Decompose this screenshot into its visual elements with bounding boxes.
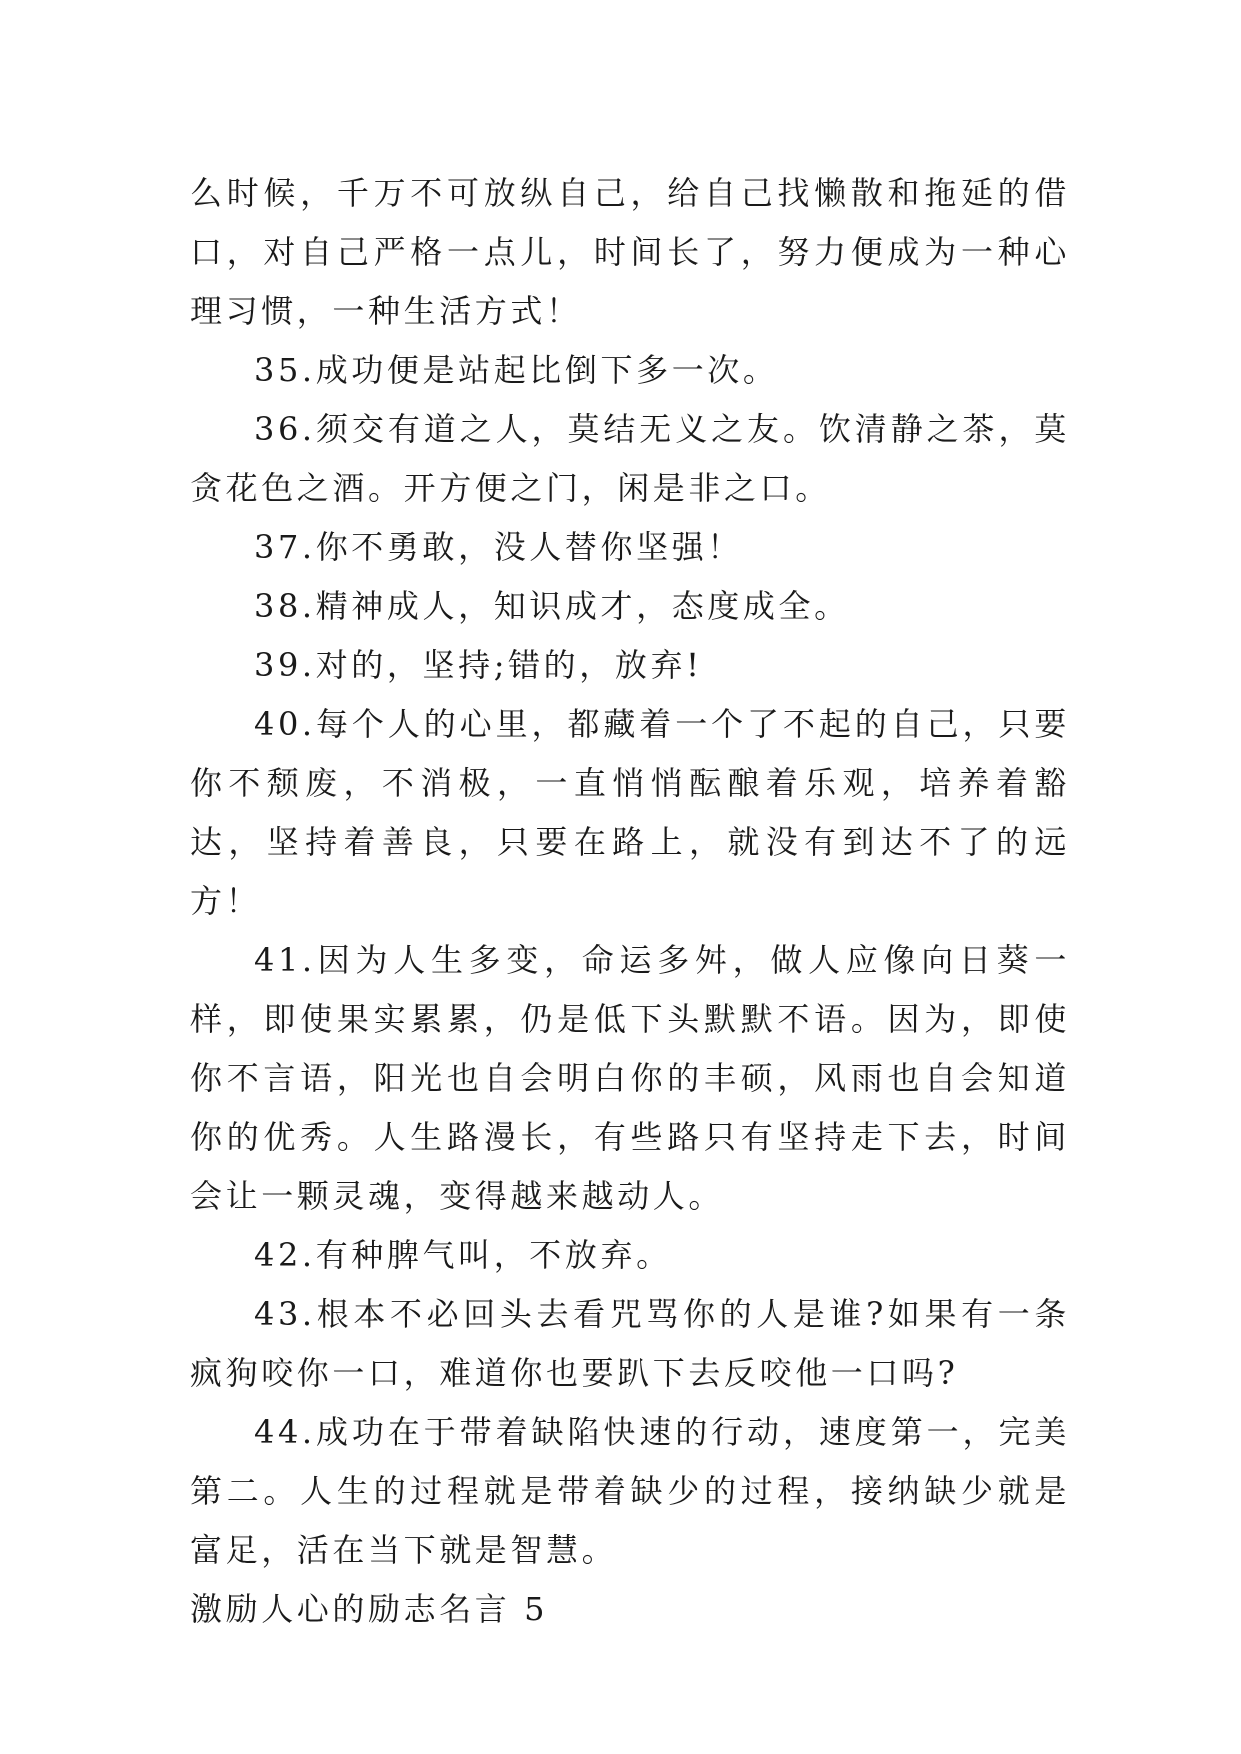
quote-42: 42.有种脾气叫，不放弃。 (254, 1236, 672, 1274)
document-body (190, 164, 1070, 1639)
quote-43: 43.根本不必回头去看咒骂你的人是谁?如果有一条疯狗咬你一口，难道你也要趴下去反咬他一口吗? (190, 1295, 1070, 1392)
quote-36: 36.须交有道之人，莫结无义之友。饮清静之茶，莫贪花色之酒。开方便之门，闲是非之口。 (190, 410, 1070, 507)
quote-39: 39.对的，坚持;错的，放弃! (254, 646, 703, 684)
section-heading: 激励人心的励志名言 5 (190, 1590, 549, 1628)
quote-37: 37.你不勇敢，没人替你坚强！ (254, 528, 743, 566)
quote-41: 41.因为人生多变，命运多舛，做人应像向日葵一样，即使果实累累，仍是低下头默默不语。因为，即使你不言语，阳光也自会明白你的丰硕，风雨也自会知道你的优秀。人生路漫长，有些路只有坚持走下去，时间会让一颗灵魂，变得越来越动人。 (190, 941, 1070, 1215)
quote-44: 44.成功在于带着缺陷快速的行动，速度第一，完美第二。人生的过程就是带着缺少的过程，接纳缺少就是富足，活在当下就是智慧。 (190, 1413, 1070, 1569)
quote-38: 38.精神成人，知识成才，态度成全。 (254, 587, 850, 625)
paragraph-continued: 么时候，千万不可放纵自己，给自己找懒散和拖延的借口，对自己严格一点儿，时间长了，努力便成为一种心理习惯，一种生活方式！ (190, 174, 1070, 330)
quote-40: 40.每个人的心里，都藏着一个了不起的自己，只要你不颓废，不消极，一直悄悄酝酿着乐观，培养着豁达，坚持着善良，只要在路上，就没有到达不了的远方！ (190, 705, 1070, 920)
quote-35: 35.成功便是站起比倒下多一次。 (254, 351, 779, 389)
